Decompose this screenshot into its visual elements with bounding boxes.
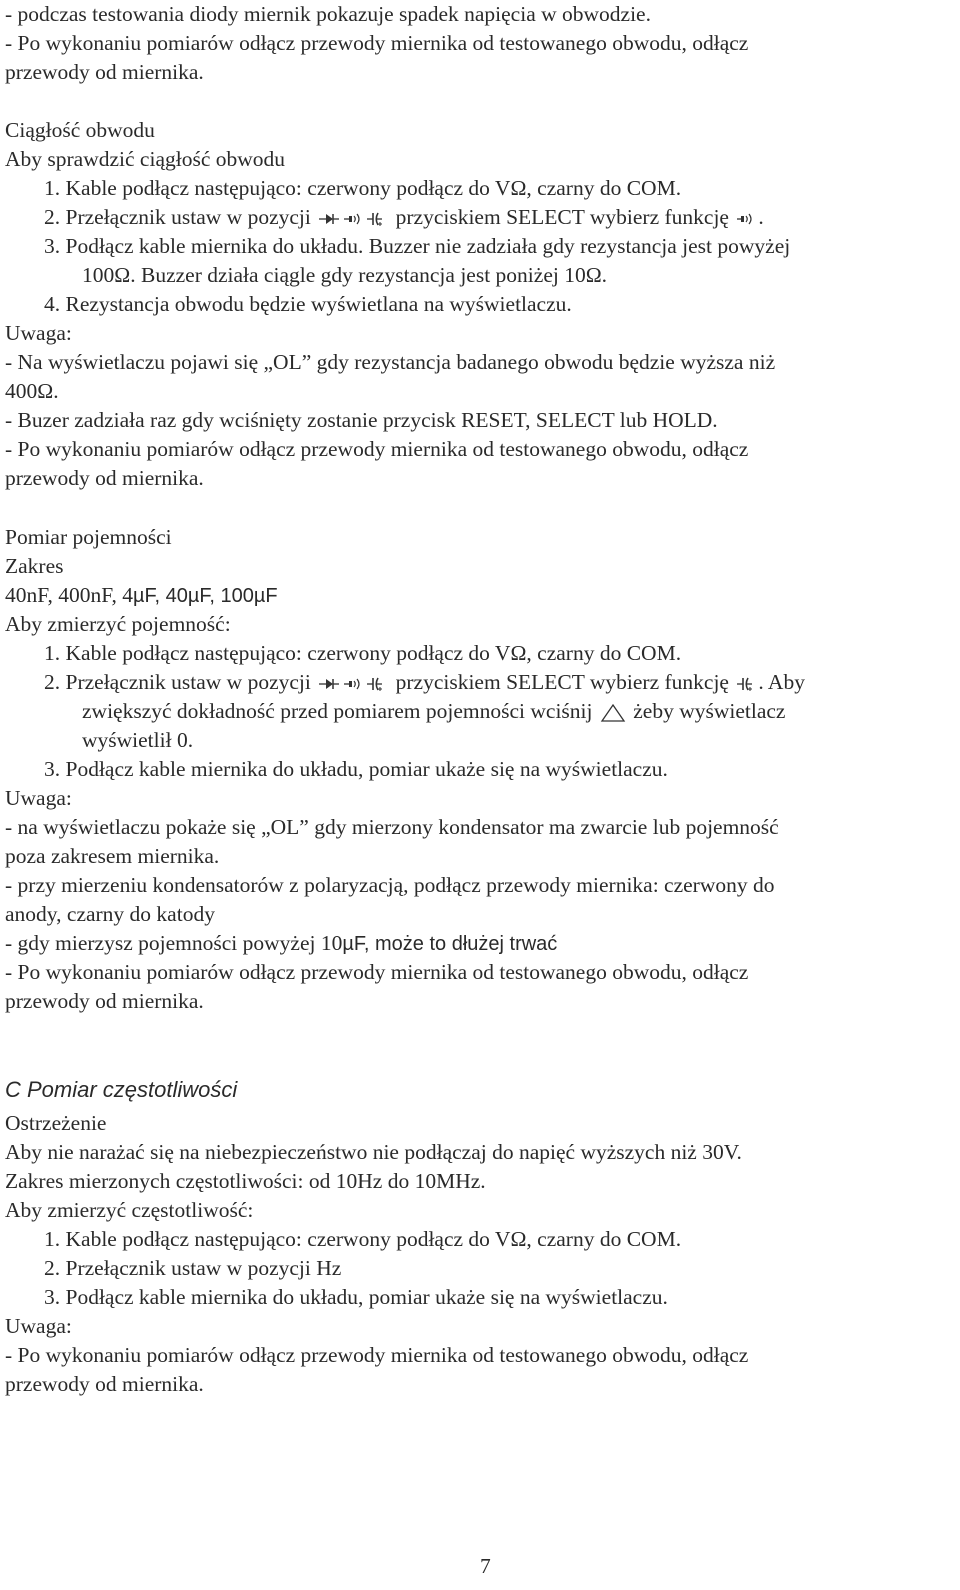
text-line (5, 581, 278, 612)
text-line: przewody od miernika. (5, 1372, 204, 1396)
text-line: - Po wykonaniu pomiarów odłącz przewody miernika od testowanego obwodu, odłącz (5, 437, 749, 461)
capacitor-icon (736, 676, 756, 692)
text-span: żeby wyświetlacz (633, 699, 786, 723)
list-item: 2. Przełącznik ustaw w pozycji Hz (44, 1256, 342, 1280)
continuity-icon (736, 212, 756, 226)
text-span: µF, może to dłużej trwać (342, 933, 558, 955)
diode-continuity-capacitor-icon (318, 211, 388, 227)
text-line: anody, czarny do katody (5, 902, 215, 926)
text-line: Aby zmierzyć pojemność: (5, 612, 231, 636)
text-line: - podczas testowania diody miernik pokazuje spadek napięcia w obwodzie. (5, 2, 651, 26)
text-line (5, 929, 557, 960)
text-line: - Po wykonaniu pomiarów odłącz przewody miernika od testowanego obwodu, odłącz (5, 1343, 749, 1367)
list-item: 1. Kable podłącz następująco: czerwony podłącz do VΩ, czarny do COM. (44, 641, 682, 665)
list-item (44, 668, 805, 698)
text-line: - Buzer zadziała raz gdy wciśnięty zostanie przycisk RESET, SELECT lub HOLD. (5, 408, 718, 432)
text-span: zwiększyć dokładność przed pomiarem pojemności wciśnij (82, 699, 593, 723)
text-line: - na wyświetlaczu pokaże się „OL” gdy mierzony kondensator ma zwarcie lub pojemność (5, 815, 779, 839)
list-item: 3. Podłącz kable miernika do układu, pomiar ukaże się na wyświetlaczu. (44, 1285, 668, 1309)
list-item: 1. Kable podłącz następująco: czerwony podłącz do VΩ, czarny do COM. (44, 176, 682, 200)
text-line: - przy mierzeniu kondensatorów z polaryzacją, podłącz przewody miernika: czerwony do (5, 873, 775, 897)
text-line: - Na wyświetlaczu pojawi się „OL” gdy rezystancja badanego obwodu będzie wyższa niż (5, 350, 776, 374)
text-line: przewody od miernika. (5, 60, 204, 84)
note-label: Uwaga: (5, 786, 72, 810)
text-span: 40nF, 400nF, 4 (5, 583, 133, 607)
text-span: µF, 40µF, 100µF (132, 585, 278, 607)
text-span: . (758, 205, 764, 229)
text-line: Aby zmierzyć częstotliwość: (5, 1198, 254, 1222)
text-line: - Po wykonaniu pomiarów odłącz przewody miernika od testowanego obwodu, odłącz (5, 960, 749, 984)
text-line: przewody od miernika. (5, 989, 204, 1013)
text-span: przyciskiem SELECT wybierz funkcję (395, 205, 729, 229)
text-line: 400Ω. (5, 379, 59, 403)
text-line: Ostrzeżenie (5, 1111, 107, 1135)
section-heading: Pomiar pojemności (5, 525, 172, 549)
text-span: 2. Przełącznik ustaw w pozycji (44, 205, 311, 229)
section-heading: C Pomiar częstotliwości (5, 1077, 238, 1102)
page-number: 7 (480, 1554, 491, 1578)
list-item: 4. Rezystancja obwodu będzie wyświetlana na wyświetlaczu. (44, 292, 572, 316)
text-line: - Po wykonaniu pomiarów odłącz przewody miernika od testowanego obwodu, odłącz (5, 31, 749, 55)
list-item: 3. Podłącz kable miernika do układu. Buzzer nie zadziała gdy rezystancja jest powyżej (44, 234, 791, 258)
text-line: Zakres mierzonych częstotliwości: od 10Hz do 10MHz. (5, 1169, 486, 1193)
list-item-continuation: 100Ω. Buzzer działa ciągle gdy rezystancja jest poniżej 10Ω. (82, 263, 608, 287)
diode-continuity-capacitor-icon (318, 676, 388, 692)
section-heading: Ciągłość obwodu (5, 118, 155, 142)
text-span: przyciskiem SELECT wybierz funkcję (395, 670, 729, 694)
list-item-continuation: wyświetlił 0. (82, 728, 194, 752)
note-label: Uwaga: (5, 321, 72, 345)
text-line: przewody od miernika. (5, 466, 204, 490)
list-item: 3. Podłącz kable miernika do układu, pomiar ukaże się na wyświetlaczu. (44, 757, 668, 781)
text-line: poza zakresem miernika. (5, 844, 220, 868)
relative-triangle-icon (600, 703, 626, 723)
text-line: Zakres (5, 554, 64, 578)
text-span: . Aby (758, 670, 805, 694)
text-span: - gdy mierzysz pojemności powyżej 10 (5, 931, 343, 955)
text-line: Aby sprawdzić ciągłość obwodu (5, 147, 286, 171)
list-item (44, 203, 764, 233)
list-item: 1. Kable podłącz następująco: czerwony podłącz do VΩ, czarny do COM. (44, 1227, 682, 1251)
note-label: Uwaga: (5, 1314, 72, 1338)
list-item-continuation (82, 697, 785, 727)
text-span: 2. Przełącznik ustaw w pozycji (44, 670, 311, 694)
text-line: Aby nie narażać się na niebezpieczeństwo nie podłączaj do napięć wyższych niż 30V. (5, 1140, 742, 1164)
